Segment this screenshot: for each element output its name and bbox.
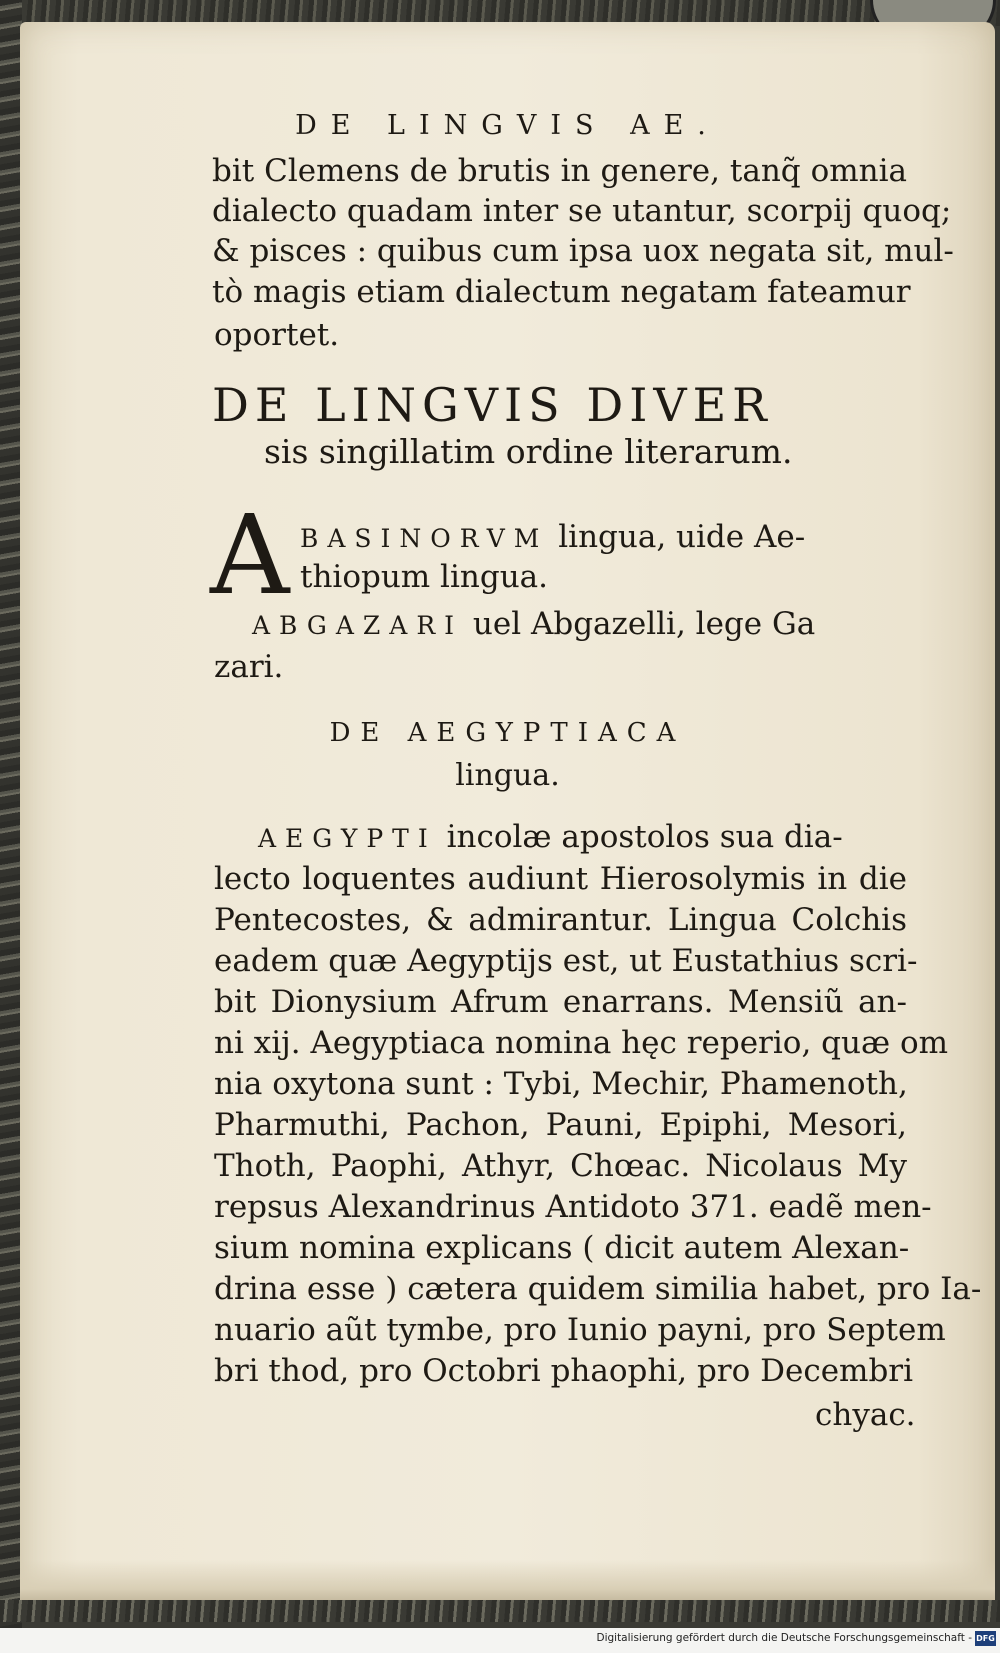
book-cover-bottom (0, 1600, 1000, 1622)
subheading-sub: lingua. (455, 758, 560, 793)
paragraph-spaced-word: AEGYPTI (258, 824, 437, 853)
text-line: oportet. (214, 317, 340, 353)
paragraph-first-line (258, 818, 843, 858)
drop-cap: A (210, 491, 290, 619)
text-line: sium nomina explicans ( dicit autem Alexan- (214, 1230, 910, 1266)
text-line: dialecto quadam inter se utantur, scorpij quoq; (212, 193, 952, 229)
text-line: bit Clemens de brutis in genere, tanq̃ omnia (212, 153, 907, 189)
footer-credit: Digitalisierung gefördert durch die Deutsche Forschungsgemeinschaft - (596, 1632, 972, 1644)
text-line: nuario aũt tymbe, pro Iunio payni, pro Septem (214, 1312, 946, 1348)
entry-text: lingua, uide Ae- (548, 519, 806, 555)
text-line: lecto loquentes audiunt Hierosolymis in die (214, 861, 907, 897)
subheading: DE AEGYPTIACA (329, 718, 686, 748)
text-line: Thoth, Paophi, Athyr, Chœac. Nicolaus My (214, 1148, 907, 1184)
text-line: drina esse ) cætera quidem similia habet, pro Ia- (214, 1271, 982, 1307)
entry-abgazari (252, 605, 815, 645)
book-cover-left (0, 0, 22, 1653)
text-line: tò magis etiam dialectum negatam fateamur (212, 274, 911, 310)
text-line: & pisces : quibus cum ipsa uox negata sit, mul- (212, 233, 954, 269)
text-line: bit Dionysium Afrum enarrans. Mensiũ an- (214, 984, 907, 1020)
text-line: nia oxytona sunt : Tybi, Mechir, Phamenoth, (214, 1066, 908, 1102)
dfg-logo: DFG (975, 1631, 996, 1646)
text-line: zari. (214, 649, 284, 685)
text-line: eadem quæ Aegyptijs est, ut Eustathius scri- (214, 943, 918, 979)
running-head: DE LINGVIS AE. (295, 110, 720, 141)
section-heading-sub: sis singillatim ordine literarum. (264, 432, 793, 471)
text-line: Pentecostes, & admirantur. Lingua Colchis (214, 902, 907, 938)
text-line: thiopum lingua. (300, 559, 548, 595)
paragraph-text: incolæ apostolos sua dia- (436, 819, 843, 855)
text-line: repsus Alexandrinus Antidoto 371. eadẽ men- (214, 1189, 932, 1225)
text-line: bri thod, pro Octobri phaophi, pro Decembri (214, 1353, 914, 1389)
catchword: chyac. (815, 1397, 916, 1433)
entry-spaced-word: ABGAZARI (252, 611, 464, 640)
entry-text: uel Abgazelli, lege Ga (463, 606, 816, 642)
entry-abasinorum (300, 518, 805, 558)
section-heading: DE LINGVIS DIVER (212, 378, 773, 432)
text-line: Pharmuthi, Pachon, Pauni, Epiphi, Mesori, (214, 1107, 907, 1143)
digitization-footer (0, 1628, 1000, 1653)
entry-spaced-word: BASINORVM (300, 524, 549, 553)
text-line: ni xij. Aegyptiaca nomina hęc reperio, quæ om (214, 1025, 949, 1061)
